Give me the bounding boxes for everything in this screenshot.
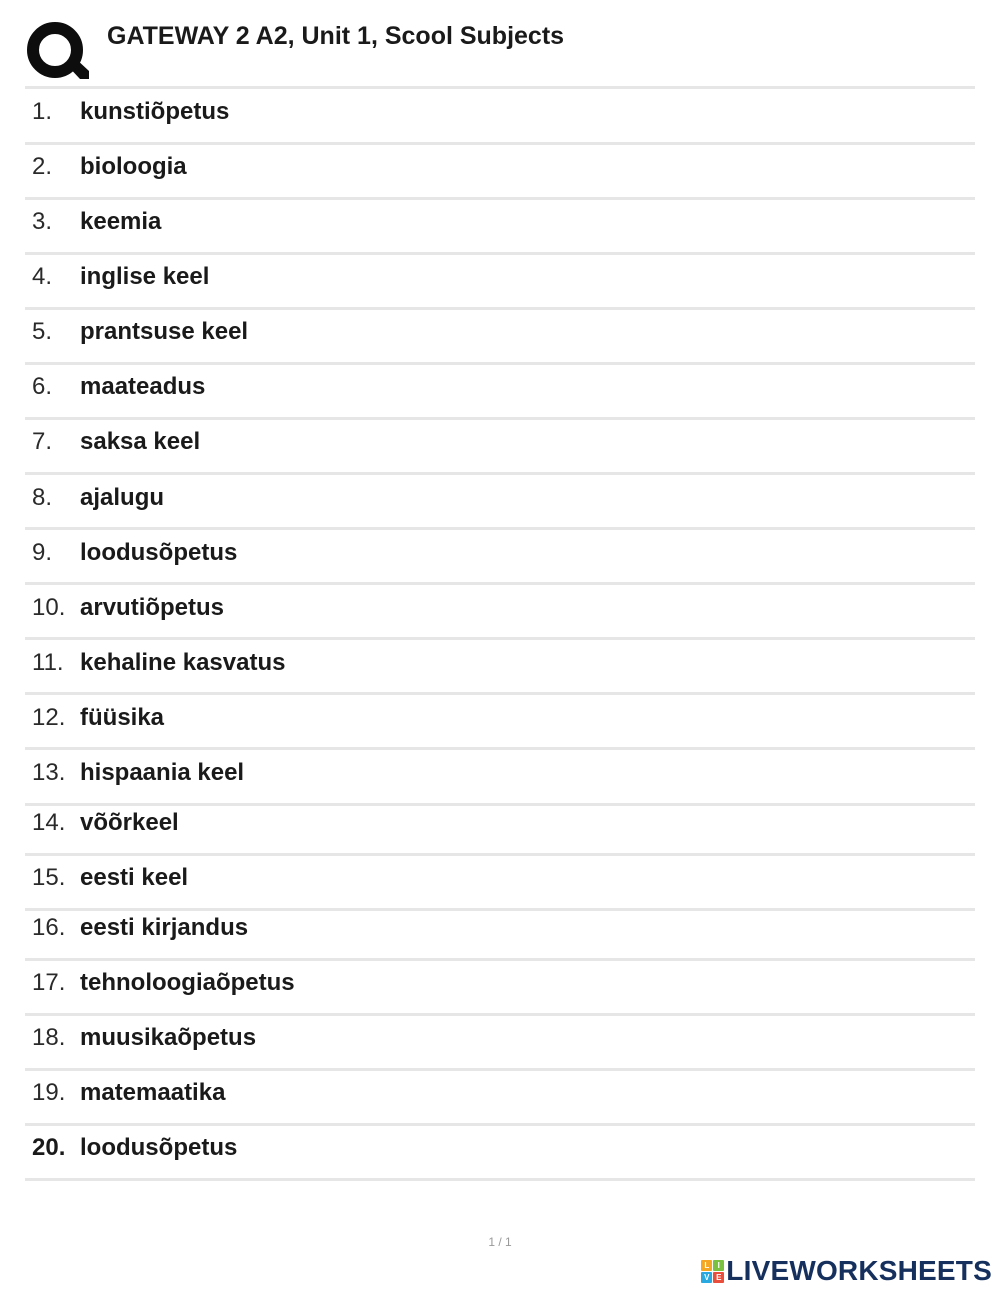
item-number: 15. xyxy=(32,864,66,891)
row-divider xyxy=(25,1013,975,1016)
list-item xyxy=(0,864,1000,904)
list-item xyxy=(0,263,1000,303)
list-item xyxy=(0,914,1000,954)
brand-name: LIVEWORKSHEETS xyxy=(726,1255,992,1286)
item-word: loodusõpetus xyxy=(80,539,238,566)
item-word: arvutiõpetus xyxy=(80,594,225,621)
item-number: 19. xyxy=(32,1079,66,1106)
row-divider xyxy=(25,908,975,911)
row-divider xyxy=(25,362,975,365)
item-number: 3. xyxy=(32,208,53,235)
item-number: 11. xyxy=(32,649,64,676)
row-divider xyxy=(25,527,975,530)
item-word: tehnoloogiaõpetus xyxy=(80,969,295,996)
row-divider xyxy=(25,853,975,856)
list-item xyxy=(0,1134,1000,1174)
list-item xyxy=(0,318,1000,358)
item-word: kehaline kasvatus xyxy=(80,649,286,676)
row-divider xyxy=(25,1178,975,1181)
item-word: muusikaõpetus xyxy=(80,1024,257,1051)
page-indicator: 1 / 1 xyxy=(488,1235,512,1249)
list-item xyxy=(0,1024,1000,1064)
list-item xyxy=(0,594,1000,634)
item-word: saksa keel xyxy=(80,428,201,455)
list-item xyxy=(0,809,1000,849)
list-item xyxy=(0,1079,1000,1119)
row-divider xyxy=(25,958,975,961)
item-word: eesti keel xyxy=(80,864,189,891)
list-item xyxy=(0,153,1000,193)
item-word: ajalugu xyxy=(80,484,165,511)
brand-mark-tile: I xyxy=(713,1260,724,1271)
item-word: matemaatika xyxy=(80,1079,226,1106)
item-number: 5. xyxy=(32,318,53,345)
item-word: võõrkeel xyxy=(80,809,179,836)
list-item xyxy=(0,539,1000,579)
item-number: 2. xyxy=(32,153,53,180)
item-number: 20. xyxy=(32,1134,66,1161)
brand-mark-tile: L xyxy=(701,1260,712,1271)
brand-mark-tile: V xyxy=(701,1272,712,1283)
liveworksheets-logo[interactable] xyxy=(701,1254,992,1288)
list-item xyxy=(0,704,1000,744)
item-word: kunstiõpetus xyxy=(80,98,230,125)
row-divider xyxy=(25,252,975,255)
item-number: 6. xyxy=(32,373,53,400)
list-item xyxy=(0,969,1000,1009)
item-number: 17. xyxy=(32,969,66,996)
row-divider xyxy=(25,1123,975,1126)
item-word: füüsika xyxy=(80,704,165,731)
list-item xyxy=(0,208,1000,248)
brand-mark-tile: E xyxy=(713,1272,724,1283)
item-word: bioloogia xyxy=(80,153,187,180)
item-number: 12. xyxy=(32,704,66,731)
item-number: 8. xyxy=(32,484,53,511)
row-divider xyxy=(25,417,975,420)
list-item xyxy=(0,759,1000,799)
item-number: 18. xyxy=(32,1024,66,1051)
row-divider xyxy=(25,472,975,475)
row-divider xyxy=(25,582,975,585)
item-word: prantsuse keel xyxy=(80,318,249,345)
item-word: eesti kirjandus xyxy=(80,914,249,941)
circle-q-logo-icon xyxy=(25,21,89,83)
row-divider xyxy=(25,692,975,695)
item-number: 7. xyxy=(32,428,53,455)
item-word: maateadus xyxy=(80,373,206,400)
list-item xyxy=(0,649,1000,689)
item-number: 13. xyxy=(32,759,66,786)
item-number: 10. xyxy=(32,594,66,621)
item-number: 14. xyxy=(32,809,66,836)
list-item xyxy=(0,484,1000,524)
list-item xyxy=(0,428,1000,468)
row-divider xyxy=(25,747,975,750)
item-word: loodusõpetus xyxy=(80,1134,238,1161)
item-number: 1. xyxy=(32,98,53,125)
list-item xyxy=(0,98,1000,138)
item-word: hispaania keel xyxy=(80,759,245,786)
row-divider xyxy=(25,142,975,145)
brand-mark-icon xyxy=(701,1260,724,1283)
row-divider xyxy=(25,86,975,89)
item-word: keemia xyxy=(80,208,162,235)
item-number: 9. xyxy=(32,539,53,566)
item-number: 4. xyxy=(32,263,53,290)
row-divider xyxy=(25,637,975,640)
row-divider xyxy=(25,803,975,806)
row-divider xyxy=(25,1068,975,1071)
row-divider xyxy=(25,307,975,310)
worksheet-title: GATEWAY 2 A2, Unit 1, Scool Subjects xyxy=(107,22,565,50)
list-item xyxy=(0,373,1000,413)
item-word: inglise keel xyxy=(80,263,210,290)
row-divider xyxy=(25,197,975,200)
item-number: 16. xyxy=(32,914,66,941)
